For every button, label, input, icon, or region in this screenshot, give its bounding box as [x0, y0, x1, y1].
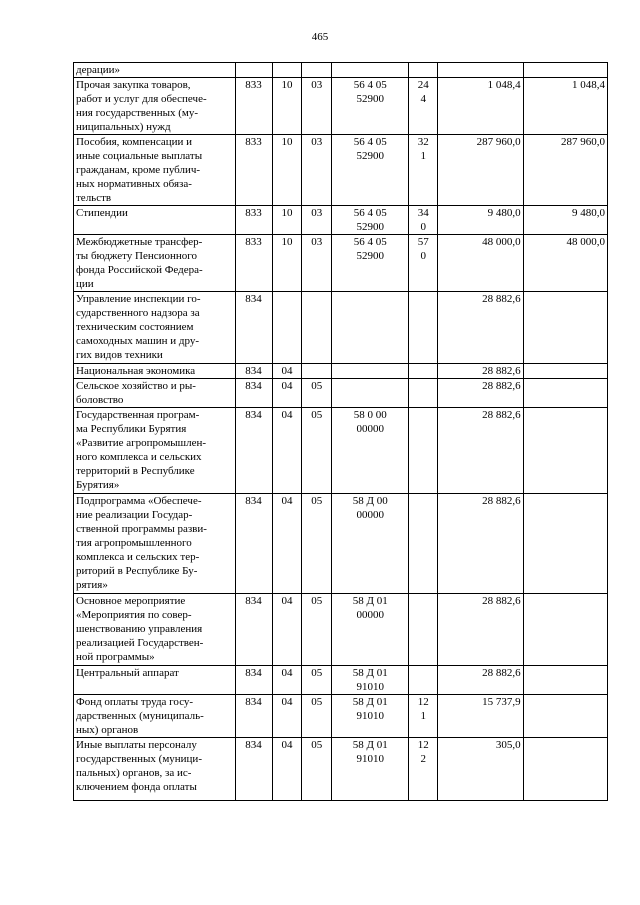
row-sum-1-text: 28 882,6 [482, 495, 521, 507]
row-ministry-code-text: 834 [245, 595, 262, 607]
row-subsection [302, 235, 332, 292]
row-sum-1-text: 28 882,6 [482, 293, 521, 305]
row-sum-2 [523, 666, 607, 695]
row-target-article-text: 56 4 05 52900 [353, 136, 387, 162]
row-sum-2 [523, 738, 607, 801]
row-sum-2 [523, 408, 607, 494]
row-subsection-text: 03 [311, 207, 323, 219]
row-name-text: Подпрограмма «Обеспече- ние реализации Государ- ственной программы разви- тия агропромышленного комплекса и сельских тер- риторий в Республике Бу- рятия» [76, 495, 207, 591]
row-expense-type [409, 408, 438, 494]
row-name-text: Национальная экономика [76, 365, 196, 377]
table-row [74, 235, 608, 292]
row-target-article [332, 135, 409, 206]
row-ministry-code [235, 594, 272, 666]
row-sum-1 [438, 738, 523, 801]
row-target-article [332, 78, 409, 135]
row-target-article [332, 494, 409, 594]
row-subsection-text: 05 [311, 696, 323, 708]
row-section [272, 695, 302, 738]
table-body [74, 63, 608, 801]
row-name [74, 63, 236, 78]
row-ministry-code-text: 833 [245, 136, 262, 148]
row-ministry-code-text: 834 [245, 739, 262, 751]
row-sum-1-text: 28 882,6 [482, 365, 521, 377]
row-target-article [332, 235, 409, 292]
row-section [272, 135, 302, 206]
row-expense-type-text: 12 1 [417, 696, 429, 722]
row-subsection [302, 135, 332, 206]
row-sum-1-text: 28 882,6 [482, 409, 521, 421]
row-section-text: 04 [281, 595, 293, 607]
row-section-text: 10 [281, 79, 293, 91]
budget-table [73, 62, 608, 801]
row-subsection [302, 695, 332, 738]
row-name-text: Сельское хозяйство и ры- боловство [76, 380, 196, 406]
row-target-article [332, 666, 409, 695]
row-ministry-code-text: 833 [245, 207, 262, 219]
row-target-article-text: 58 Д 01 91010 [352, 696, 388, 722]
row-expense-type [409, 379, 438, 408]
row-subsection-text: 03 [311, 136, 323, 148]
row-subsection-text: 05 [311, 739, 323, 751]
row-sum-2-text: 287 960,0 [561, 136, 605, 148]
row-sum-1 [438, 494, 523, 594]
row-name [74, 594, 236, 666]
row-subsection [302, 206, 332, 235]
row-target-article-text: 58 Д 00 00000 [352, 495, 388, 521]
row-sum-1-text: 48 000,0 [482, 236, 521, 248]
row-expense-type [409, 666, 438, 695]
row-sum-2 [523, 78, 607, 135]
row-sum-1-text: 305,0 [495, 739, 521, 751]
row-section-text: 04 [281, 696, 293, 708]
row-expense-type-text: 57 0 [417, 236, 429, 262]
row-sum-1 [438, 408, 523, 494]
row-ministry-code [235, 695, 272, 738]
row-section-text: 04 [281, 380, 293, 392]
row-subsection [302, 666, 332, 695]
row-target-article-text: 58 Д 01 91010 [352, 667, 388, 693]
row-target-article-text: 58 0 00 00000 [353, 409, 387, 435]
row-sum-1 [438, 206, 523, 235]
row-sum-1 [438, 135, 523, 206]
row-name [74, 494, 236, 594]
row-sum-1 [438, 594, 523, 666]
row-subsection [302, 738, 332, 801]
row-sum-2 [523, 695, 607, 738]
row-name-text: Межбюджетные трансфер- ты бюджету Пенсионного фонда Российской Федера- ции [76, 236, 203, 290]
row-ministry-code [235, 408, 272, 494]
row-ministry-code-text: 834 [245, 696, 262, 708]
row-target-article-text: 58 Д 01 91010 [352, 739, 388, 765]
row-sum-1 [438, 666, 523, 695]
row-expense-type [409, 292, 438, 364]
row-target-article [332, 379, 409, 408]
row-target-article [332, 695, 409, 738]
row-name-text: Основное мероприятие «Мероприятия по совер- шенствованию управления реализацией Государствен- ной программы» [76, 595, 204, 663]
row-section [272, 738, 302, 801]
row-target-article [332, 594, 409, 666]
row-section [272, 63, 302, 78]
row-target-article [332, 408, 409, 494]
row-section [272, 235, 302, 292]
row-subsection-text: 03 [311, 79, 323, 91]
row-ministry-code [235, 364, 272, 379]
row-sum-2-text: 9 480,0 [572, 207, 605, 219]
row-sum-2 [523, 235, 607, 292]
row-expense-type-text: 32 1 [417, 136, 429, 162]
row-expense-type [409, 594, 438, 666]
row-ministry-code [235, 494, 272, 594]
row-target-article-text: 56 4 05 52900 [353, 207, 387, 233]
table-row [74, 408, 608, 494]
row-section-text: 10 [281, 236, 293, 248]
row-section-text: 04 [281, 409, 293, 421]
row-section [272, 594, 302, 666]
row-name [74, 78, 236, 135]
row-name [74, 206, 236, 235]
row-sum-2 [523, 135, 607, 206]
row-subsection [302, 63, 332, 78]
row-sum-1 [438, 695, 523, 738]
row-target-article [332, 364, 409, 379]
table-row [74, 292, 608, 364]
row-sum-1-text: 15 737,9 [482, 696, 521, 708]
row-expense-type-text: 12 2 [417, 739, 429, 765]
row-target-article-text: 56 4 05 52900 [353, 236, 387, 262]
page-number: 465 [311, 31, 329, 43]
row-expense-type [409, 63, 438, 78]
row-target-article [332, 63, 409, 78]
row-sum-1-text: 287 960,0 [476, 136, 521, 148]
row-ministry-code [235, 135, 272, 206]
row-ministry-code [235, 78, 272, 135]
table-row [74, 364, 608, 379]
table-row [74, 78, 608, 135]
row-sum-2 [523, 292, 607, 364]
row-ministry-code [235, 63, 272, 78]
row-section-text: 10 [281, 207, 293, 219]
row-sum-2 [523, 364, 607, 379]
row-expense-type [409, 135, 438, 206]
row-section-text: 04 [281, 739, 293, 751]
table-row [74, 594, 608, 666]
row-section [272, 364, 302, 379]
table-row [74, 738, 608, 801]
row-target-article [332, 206, 409, 235]
row-section [272, 494, 302, 594]
row-section-text: 10 [281, 136, 293, 148]
row-section-text: 04 [281, 667, 293, 679]
row-name-text: Пособия, компенсации и иные социальные выплаты гражданам, кроме публич- ных нормативных обяза- тельств [76, 136, 203, 204]
row-sum-2 [523, 63, 607, 78]
row-expense-type [409, 78, 438, 135]
row-target-article [332, 292, 409, 364]
row-sum-2 [523, 206, 607, 235]
row-ministry-code [235, 379, 272, 408]
row-name [74, 695, 236, 738]
row-expense-type-text: 34 0 [417, 207, 429, 233]
row-name [74, 379, 236, 408]
row-target-article [332, 738, 409, 801]
row-subsection [302, 364, 332, 379]
row-section-text: 04 [281, 365, 293, 377]
row-subsection-text: 05 [311, 409, 323, 421]
row-ministry-code [235, 206, 272, 235]
row-name-text: Государственная програм- ма Республики Бурятия «Развитие агропромышлен- ного комплекса и сельских территорий в Республике Бурятия» [76, 409, 207, 491]
row-sum-1-text: 28 882,6 [482, 595, 521, 607]
row-section [272, 666, 302, 695]
table-row [74, 206, 608, 235]
row-ministry-code-text: 833 [245, 236, 262, 248]
row-subsection-text: 05 [311, 595, 323, 607]
row-ministry-code [235, 292, 272, 364]
row-sum-1-text: 28 882,6 [482, 667, 521, 679]
row-ministry-code-text: 834 [245, 365, 262, 377]
row-expense-type [409, 695, 438, 738]
row-section [272, 408, 302, 494]
row-name [74, 738, 236, 801]
row-ministry-code-text: 834 [245, 293, 262, 305]
row-ministry-code [235, 738, 272, 801]
row-sum-1 [438, 78, 523, 135]
row-ministry-code-text: 834 [245, 495, 262, 507]
row-expense-type [409, 494, 438, 594]
row-name-text: Иные выплаты персоналу государственных (муници- пальных) органов, за ис- ключением фонда оплаты [76, 739, 202, 793]
table-row [74, 135, 608, 206]
row-expense-type [409, 364, 438, 379]
row-sum-1 [438, 379, 523, 408]
table-row [74, 379, 608, 408]
row-section [272, 379, 302, 408]
row-sum-1 [438, 63, 523, 78]
row-sum-2-text: 1 048,4 [572, 79, 605, 91]
row-subsection-text: 05 [311, 380, 323, 392]
row-ministry-code [235, 235, 272, 292]
row-name [74, 364, 236, 379]
row-sum-1-text: 1 048,4 [487, 79, 521, 91]
row-target-article-text: 56 4 05 52900 [353, 79, 387, 105]
row-sum-1 [438, 292, 523, 364]
row-name-text: Управление инспекции го- сударственного надзора за техническим состоянием самоходных машин и дру- гих видов техники [76, 293, 201, 361]
row-subsection [302, 379, 332, 408]
row-section [272, 292, 302, 364]
table-row [74, 63, 608, 78]
row-sum-1-text: 9 480,0 [487, 207, 521, 219]
row-subsection-text: 05 [311, 667, 323, 679]
table-row [74, 494, 608, 594]
row-name-text: дерации» [76, 64, 121, 76]
row-subsection [302, 594, 332, 666]
row-sum-1-text: 28 882,6 [482, 380, 521, 392]
row-target-article-text: 58 Д 01 00000 [352, 595, 388, 621]
row-ministry-code-text: 834 [245, 667, 262, 679]
row-name [74, 666, 236, 695]
row-name-text: Стипендии [76, 207, 128, 219]
row-name-text: Прочая закупка товаров, работ и услуг для обеспече- ния государственных (му- ниципальных) нужд [76, 79, 207, 133]
row-expense-type [409, 738, 438, 801]
table-row [74, 666, 608, 695]
row-name [74, 408, 236, 494]
table-row [74, 695, 608, 738]
row-ministry-code [235, 666, 272, 695]
row-subsection-text: 05 [311, 495, 323, 507]
row-ministry-code-text: 834 [245, 409, 262, 421]
row-sum-1 [438, 235, 523, 292]
row-subsection-text: 03 [311, 236, 323, 248]
row-section [272, 206, 302, 235]
row-subsection [302, 292, 332, 364]
row-expense-type-text: 24 4 [417, 79, 429, 105]
row-sum-2 [523, 494, 607, 594]
row-name [74, 235, 236, 292]
row-expense-type [409, 235, 438, 292]
row-name [74, 292, 236, 364]
row-subsection [302, 494, 332, 594]
row-sum-1 [438, 364, 523, 379]
row-section [272, 78, 302, 135]
row-name [74, 135, 236, 206]
row-subsection [302, 408, 332, 494]
row-expense-type [409, 206, 438, 235]
row-ministry-code-text: 833 [245, 79, 262, 91]
row-ministry-code-text: 834 [245, 380, 262, 392]
row-name-text: Центральный аппарат [76, 667, 179, 679]
row-name-text: Фонд оплаты труда госу- дарственных (муниципаль- ных) органов [76, 696, 204, 736]
row-subsection [302, 78, 332, 135]
row-sum-2-text: 48 000,0 [566, 236, 605, 248]
row-sum-2 [523, 594, 607, 666]
row-sum-2 [523, 379, 607, 408]
row-section-text: 04 [281, 495, 293, 507]
